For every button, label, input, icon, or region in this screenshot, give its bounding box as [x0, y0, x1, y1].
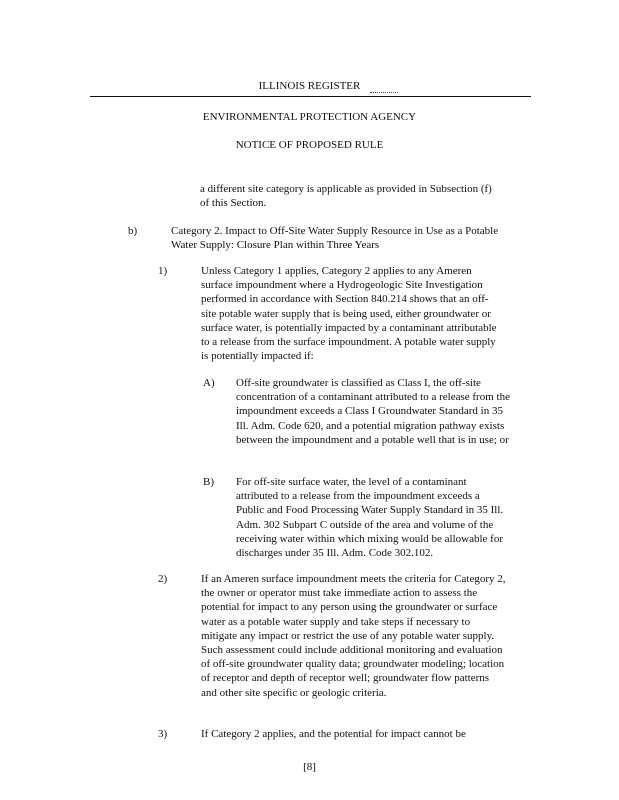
item-3-text: If Category 2 applies, and the potential for impact cannot be [201, 728, 466, 740]
item-1a-text: Off-site groundwater is classified as Class I, the off-site concentration of a contaminant attributed to a release from the impoundment exceeds a Class I Groundwater Standard in 35 Ill. Adm. Code 620, and a potential migration pathway exists between the impoundment and a potable well that is in use; or [236, 377, 510, 446]
item-1a-label: A) [203, 377, 215, 389]
header-dots [370, 92, 398, 93]
page-number: [8] [303, 761, 316, 773]
agency-title: ENVIRONMENTAL PROTECTION AGENCY [202, 111, 417, 123]
item-1b-label: B) [203, 476, 214, 488]
register-title: ILLINOIS REGISTER [258, 80, 361, 92]
header-rule [90, 96, 531, 97]
item-1b-text: For off-site surface water, the level of a contaminant attributed to a release from the impoundment exceeds a Public and Food Processing Water Supply Standard in 35 Ill. Adm. 302 Subpart C outside of the area and volume of the receiving water within which mixing would be allowable for discharges under 35 Ill. Adm. Code 302.102. [236, 476, 504, 560]
item-1-label: 1) [158, 265, 168, 277]
item-2-text: If an Ameren surface impoundment meets the criteria for Category 2, the owner or operator must take immediate action to assess the potential for impact to any person using the groundwater or surface water as a potable water supply and take steps if necessary to mitigate any impact or restrict the use of any potable water supply. Such assessment could include additional monitoring and evaluation of off-site groundwater quality data; groundwater modeling; location of receptor and depth of receptor well; groundwater flow patterns and other site specific or geologic criteria. [201, 573, 506, 699]
intro-continuation: a different site category is applicable as provided in Subsection (f) of this Section. [200, 183, 492, 210]
item-2-label: 2) [158, 573, 168, 585]
section-b-title: Category 2. Impact to Off-Site Water Supply Resource in Use as a Potable Water Supply: Closure Plan within Three Years [171, 225, 499, 252]
notice-title: NOTICE OF PROPOSED RULE [235, 139, 384, 151]
item-1-text: Unless Category 1 applies, Category 2 applies to any Ameren surface impoundment where a Hydrogeologic Site Investigation performed in accordance with Section 840.214 shows that an off-site potable water supply that is being used, either groundwater or surface water, is potentially impacted by a contaminant attributable to a release from the surface impoundment. A potable water supply is potentially impacted if: [201, 265, 497, 363]
section-b-label: b) [128, 225, 138, 237]
item-3-label: 3) [158, 728, 168, 740]
